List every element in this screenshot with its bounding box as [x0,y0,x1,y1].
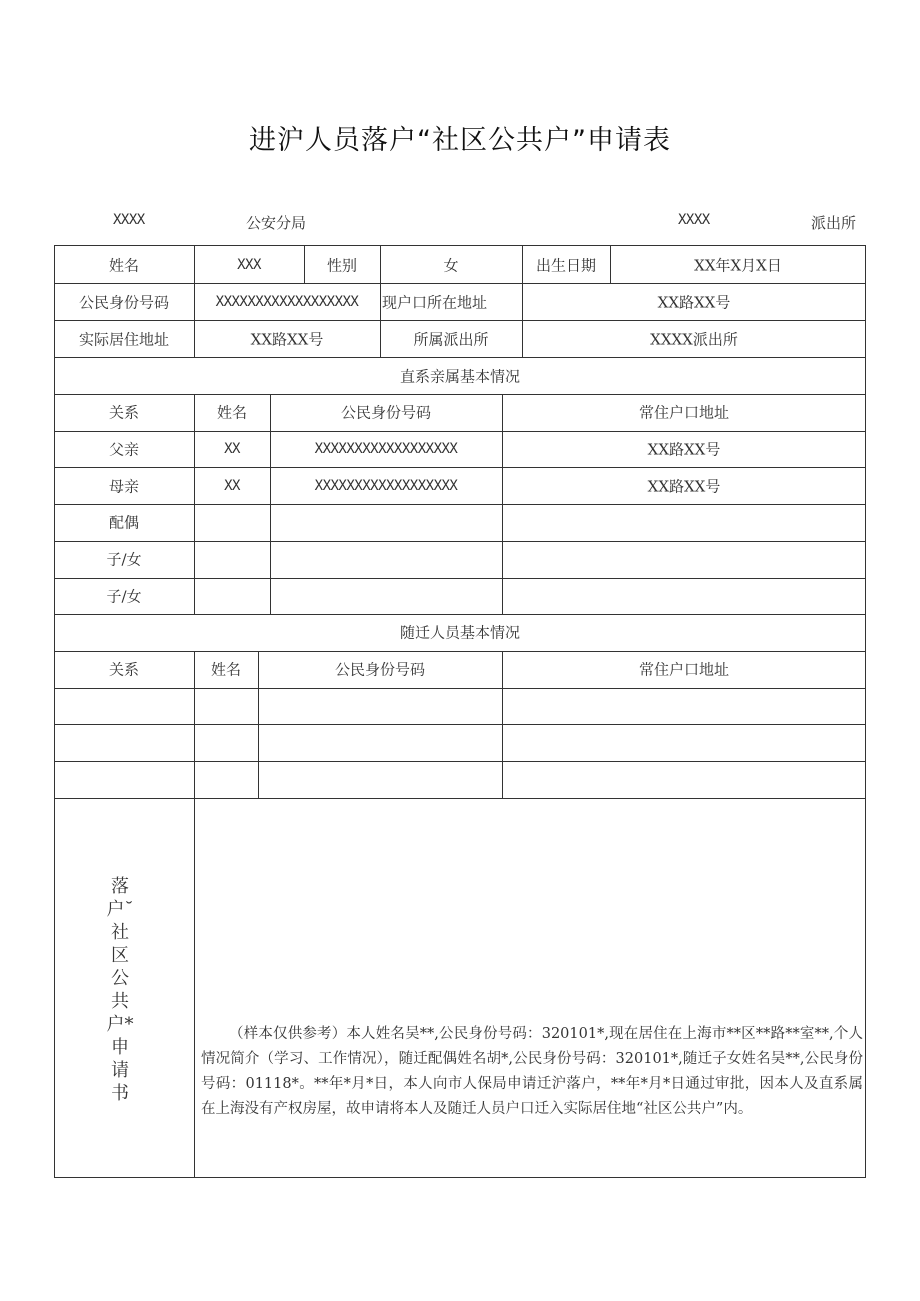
table-row-id: XXXXXXXXXXXXXXXXXX [314,441,458,457]
table-row-name: XX [224,441,240,457]
id-number-label: 公民身份号码 [78,293,170,312]
followers-header-id: 公民身份号码 [334,660,426,679]
table-row-relation: 父亲 [108,440,140,459]
page-title: 进沪人员落户“社区公共户”申请表 [249,125,671,156]
bureau-name: XXXX [113,212,145,228]
table-row-address: XX路XX号 [647,440,721,459]
gender-value: 女 [443,256,459,275]
bureau-label: 公安分局 [246,214,307,232]
table-row-relation: 子/女 [106,587,142,606]
relatives-header-address: 常住户口地址 [638,403,730,422]
hukou-address-label: 现户口所在地址 [382,293,488,312]
birth-date-label: 出生日期 [535,256,597,275]
gender-label: 性别 [326,256,358,275]
application-side-label: 落户˘社区公共户*申请书 [106,876,134,1104]
hukou-address-value: XX路XX号 [657,293,731,312]
followers-header-address: 常住户口地址 [638,660,730,679]
table-row-address: XX路XX号 [647,477,721,496]
id-number-value: XXXXXXXXXXXXXXXXXX [215,294,359,310]
followers-header-name: 姓名 [210,660,242,679]
station-label: 派出所 [811,214,857,232]
residence-address-value: XX路XX号 [250,330,324,349]
application-statement: （样本仅供参考）本人姓名吴**,公民身份号码：320101*,现在居住在上海市**区**路**室**,个人情况简介（学习、工作情况），随迁配偶姓名胡*,公民身份号码：320101*,随迁子女姓名吴**,公民身份号码：01118*。**年*月*日，本人向市人保局申请迁沪落户，**年*月*日通过审批，因本人及直系属在上海没有产权房屋，故申请将本人及随迁人员户口迁入实际居住地“社区公共户”内。 [201,1026,863,1117]
relatives-header-id: 公民身份号码 [340,403,432,422]
relatives-header-relation: 关系 [108,403,140,422]
relatives-section-title: 直系亲属基本情况 [399,367,521,386]
police-station-label: 所属派出所 [413,330,489,349]
table-row-relation: 母亲 [108,477,140,496]
station-name: XXXX [678,212,710,228]
table-row-relation: 子/女 [106,550,142,569]
table-row-relation: 配偶 [108,513,140,532]
residence-address-label: 实际居住地址 [78,330,170,349]
relatives-header-name: 姓名 [216,403,248,422]
followers-section-title: 随迁人员基本情况 [399,623,521,642]
name-value: XXX [237,257,261,273]
police-station-value: XXXX派出所 [650,330,738,349]
followers-header-relation: 关系 [108,660,140,679]
table-row-id: XXXXXXXXXXXXXXXXXX [314,478,458,494]
birth-date-value: XX年X月X日 [694,256,782,275]
name-label: 姓名 [108,256,140,275]
table-row-name: XX [224,478,240,494]
